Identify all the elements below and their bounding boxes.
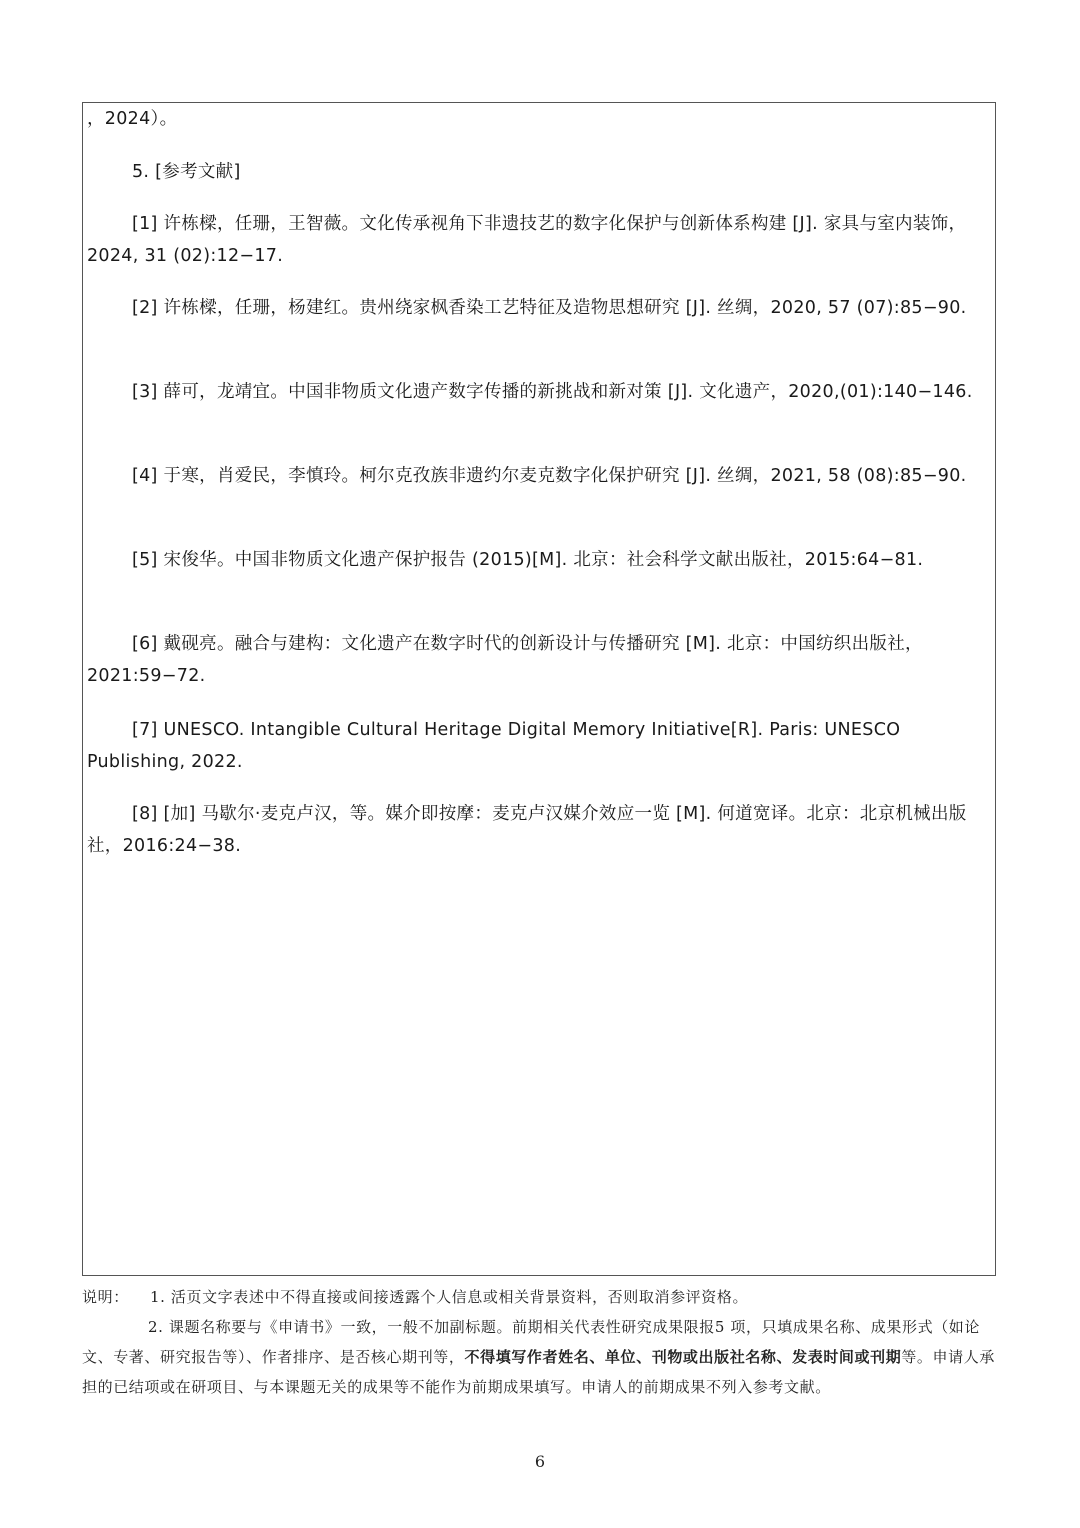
reference-item: [4] 于寒，肖爱民，李慎玲。柯尔克孜族非遗约尔麦克数字化保护研究 [J]. 丝绸，2021, 58 (08):85−90. [132, 466, 967, 486]
note-emphasis: 不得填写作者姓名、单位、刊物或出版社名称、发表时间或刊期 [464, 1348, 902, 1366]
content-frame [82, 102, 996, 1276]
notes-label: 说明： [82, 1288, 129, 1306]
reference-item: [8] [加] 马歇尔·麦克卢汉，等。媒介即按摩：麦克卢汉媒介效应一览 [M]. 何道宽译。北京：北京机械出版社，2016:24−38. [87, 804, 967, 856]
note-item-2: 2. 课题名称要与《申请书》一致，一般不加副标题。前期相关代表性研究成果限报5 项，只填成果名称、成果形式（如论文、专著、研究报告等）、作者排序、是否核心期刊等，不得填写作者姓名、单位、刊物或出版社名称、发表时间或刊期等。申请人承担的已结项或在研项目、与本课题无关的成果等不能作为前期成果填写。申请人的前期成果不列入参考文献。 [82, 1318, 995, 1396]
reference-item: [6] 戴砚亮。融合与建构：文化遗产在数字时代的创新设计与传播研究 [M]. 北京：中国纺织出版社，2021:59−72. [87, 634, 923, 686]
page-number: 6 [534, 1452, 546, 1471]
reference-item: [2] 许栋樑，任珊，杨建红。贵州绕家枫香染工艺特征及造物思想研究 [J]. 丝绸，2020, 57 (07):85−90. [132, 298, 967, 318]
note-item-1: 1. 活页文字表述中不得直接或间接透露个人信息或相关背景资料，否则取消参评资格。 [150, 1288, 749, 1306]
reference-item: [5] 宋俊华。中国非物质文化遗产保护报告 (2015)[M]. 北京：社会科学文献出版社，2015:64−81. [132, 550, 924, 570]
references-heading: 5. [参考文献] [132, 162, 241, 182]
reference-item: [1] 许栋樑，任珊，王智薇。文化传承视角下非遗技艺的数字化保护与创新体系构建 [J]. 家具与室内装饰，2024, 31 (02):12−17. [87, 214, 967, 266]
continuation-line: ，2024）。 [87, 109, 178, 129]
reference-item: [7] UNESCO. Intangible Cultural Heritage Digital Memory Initiative[R]. Paris: UNESCO Publishing, 2022. [87, 720, 901, 772]
reference-item: [3] 薛可，龙靖宜。中国非物质文化遗产数字传播的新挑战和新对策 [J]. 文化遗产，2020,(01):140−146. [132, 382, 973, 402]
